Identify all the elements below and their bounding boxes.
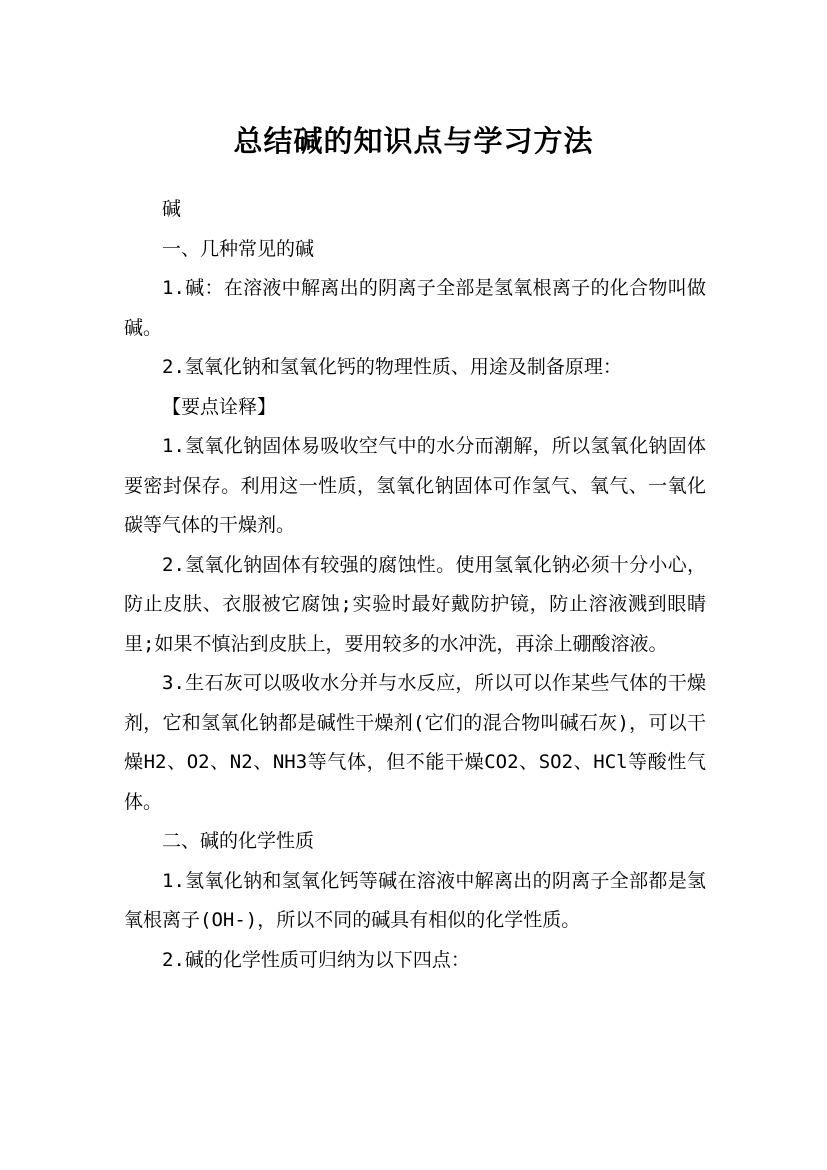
- section-heading-chemical-properties: 二、碱的化学性质: [162, 830, 315, 852]
- paragraph-point-2: 2.氢氧化钠固体有较强的腐蚀性。使用氢氧化钠必须十分小心，防止皮肤、衣服被它腐蚀;实验时最好戴防护镜，防止溶液溅到眼睛里;如果不慎沾到皮肤上，要用较多的水冲洗，再涂上硼酸溶液。: [124, 553, 706, 655]
- paragraph-key-points-label: 【要点诠释】: [162, 395, 277, 418]
- section-heading-common-alkalis: 一、几种常见的碱: [162, 237, 315, 260]
- paragraph-heading-alkali: 碱: [162, 198, 182, 220]
- document-body: [124, 190, 706, 980]
- paragraph-point-1: 1.氢氧化钠固体易吸收空气中的水分而潮解，所以氢氧化钠固体要密封保存。利用这一性质，氢氧化钠固体可作氢气、氧气、一氧化碳等气体的干燥剂。: [124, 435, 706, 536]
- paragraph-definition: 1.碱：在溶液中解离出的阴离子全部是氢氧根离子的化合物叫做碱。: [124, 277, 706, 339]
- document-title: 总结碱的知识点与学习方法: [233, 124, 594, 159]
- paragraph-properties-intro: 2.氢氧化钠和氢氧化钙的物理性质、用途及制备原理：: [162, 356, 622, 378]
- paragraph-chem-1: 1.氢氧化钠和氢氧化钙等碱在溶液中解离出的阴离子全部都是氢氧根离子(OH-)，所以不同的碱具有相似的化学性质。: [124, 869, 706, 931]
- paragraph-point-3: 3.生石灰可以吸收水分并与水反应，所以可以作某些气体的干燥剂，它和氢氧化钠都是碱性干燥剂(它们的混合物叫碱石灰)，可以干燥H2、O2、N2、NH3等气体，但不能干燥CO2、SO2、HCl等酸性气体。: [124, 672, 706, 813]
- paragraph-chem-2: 2.碱的化学性质可归纳为以下四点：: [162, 948, 470, 971]
